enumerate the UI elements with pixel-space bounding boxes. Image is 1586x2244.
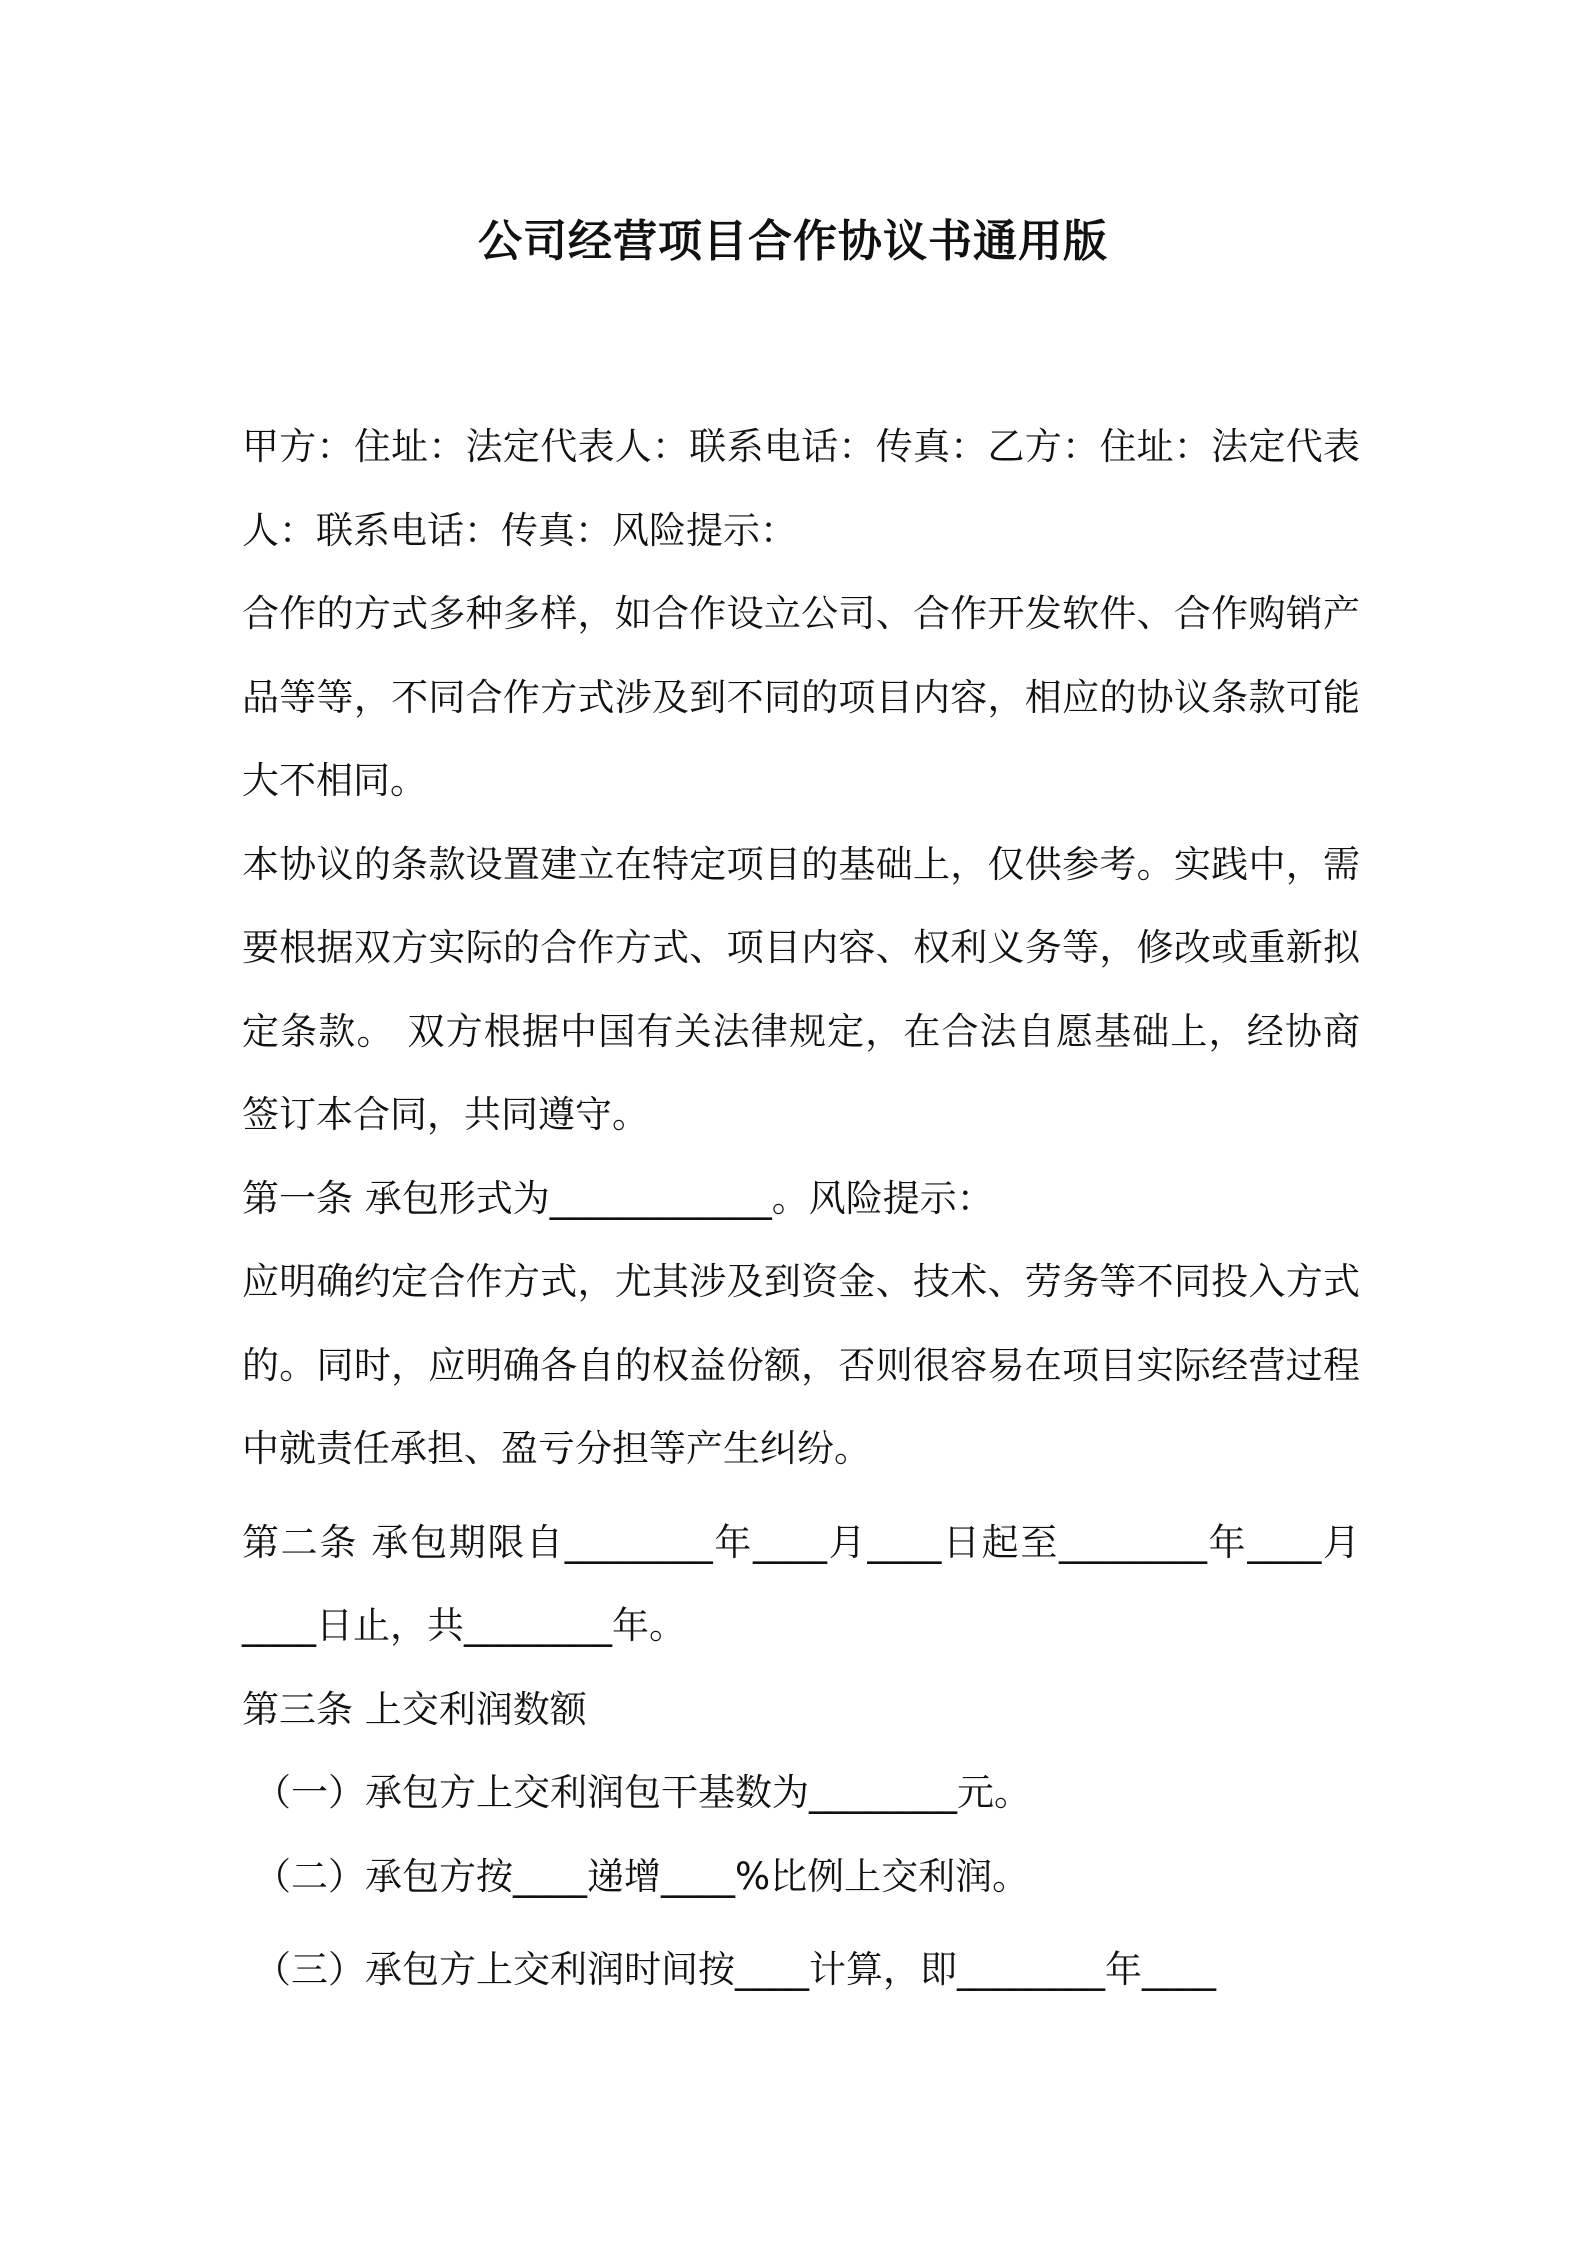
- article-1-paragraph: 第一条 承包形式为____________。风险提示：: [242, 1176, 994, 1220]
- article-3-item-1: （一）承包方上交利润包干基数为________元。: [254, 1771, 1031, 1814]
- article-1-risk-paragraph: 应明确约定合作方式，尤其涉及到资金、技术、劳务等不同投入方式的。同时，应明确各自的权益份额，否则很容易在项目实际经营过程中就责任承担、盈亏分担等产生纠纷。: [242, 1260, 1360, 1470]
- parties-paragraph: 甲方：住址：法定代表人：联系电话：传真：乙方：住址：法定代表人：联系电话：传真：风险提示：: [242, 425, 1360, 552]
- risk-note-paragraph: 合作的方式多种多样，如合作设立公司、合作开发软件、合作购销产品等等，不同合作方式涉及到不同的项目内容，相应的协议条款可能大不相同。: [242, 592, 1360, 802]
- article-3-heading: 第三条 上交利润数额: [242, 1687, 587, 1731]
- document-title: 公司经营项目合作协议书通用版: [478, 216, 1108, 267]
- article-3-item-3: （三）承包方上交利润时间按____计算，即________年____: [254, 1948, 1216, 1991]
- document-body: [242, 405, 1360, 2012]
- article-2-paragraph: 第二条 承包期限自________年____月____日起至________年____月____日止，共________年。: [242, 1520, 1360, 1647]
- reference-paragraph: 本协议的条款设置建立在特定项目的基础上，仅供参考。实践中，需要根据双方实际的合作方式、项目内容、权利义务等，修改或重新拟定条款。 双方根据中国有关法律规定，在合法自愿基础上，经协商签订本合同，共同遵守。: [242, 842, 1360, 1136]
- article-3-item-2: （二）承包方按____递增____%比例上交利润。: [254, 1854, 1030, 1898]
